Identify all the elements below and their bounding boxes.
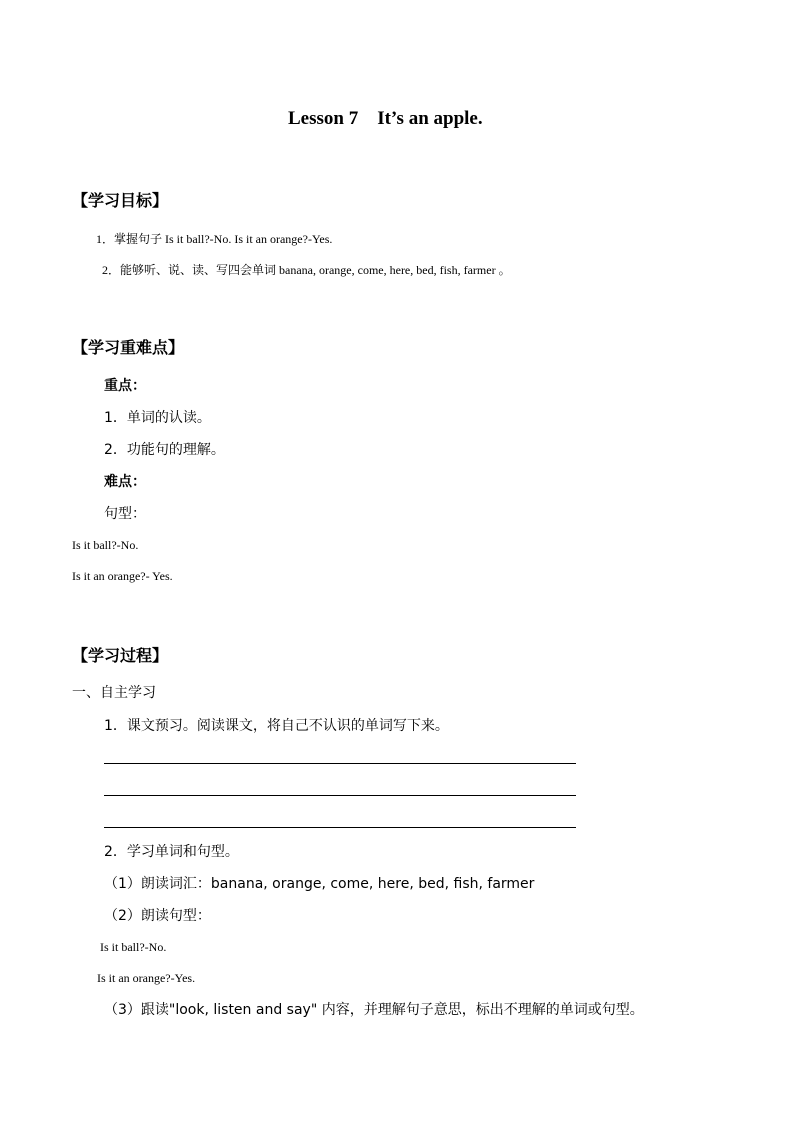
page-title: Lesson 7 It’s an apple. (288, 108, 483, 129)
step-2: 2．学习单词和句型。 (104, 844, 239, 860)
focus-item-1: 1．单词的认读。 (104, 410, 211, 426)
step-1: 1．课文预习。阅读课文，将自己不认识的单词写下来。 (104, 718, 449, 734)
pattern-sentence-1: Is it ball?-No. (72, 538, 139, 552)
practice-sentence-1: Is it ball?-No. (100, 940, 167, 954)
key-points-heading: 【学习重难点】 (72, 338, 185, 357)
difficult-label: 难点： (104, 474, 146, 490)
answer-line-1[interactable] (104, 763, 576, 764)
answer-line-2[interactable] (104, 795, 576, 796)
pattern-label: 句型： (104, 506, 146, 522)
focus-item-2: 2．功能句的理解。 (104, 442, 225, 458)
pattern-sentence-2: Is it an orange?- Yes. (72, 569, 173, 583)
self-study-heading: 一、自主学习 (72, 685, 156, 701)
objectives-heading: 【学习目标】 (72, 191, 169, 210)
focus-label: 重点： (104, 378, 146, 394)
objective-item-1: 1．掌握句子 Is it ball?-No. Is it an orange?-Yes. (96, 232, 333, 246)
sub-step-1: （1）朗读词汇：banana, orange, come, here, bed, fish, farmer (104, 876, 535, 892)
sub-step-3: （3）跟读"look, listen and say" 内容，并理解句子意思，标出不理解的单词或句型。 (104, 1002, 644, 1018)
practice-sentence-2: Is it an orange?-Yes. (97, 971, 196, 985)
process-heading: 【学习过程】 (72, 646, 169, 665)
objective-item-2: 2．能够听、说、读、写四会单词 banana, orange, come, here, bed, fish, farmer 。 (102, 263, 511, 277)
answer-line-3[interactable] (104, 827, 576, 828)
sub-step-2: （2）朗读句型： (104, 908, 211, 924)
